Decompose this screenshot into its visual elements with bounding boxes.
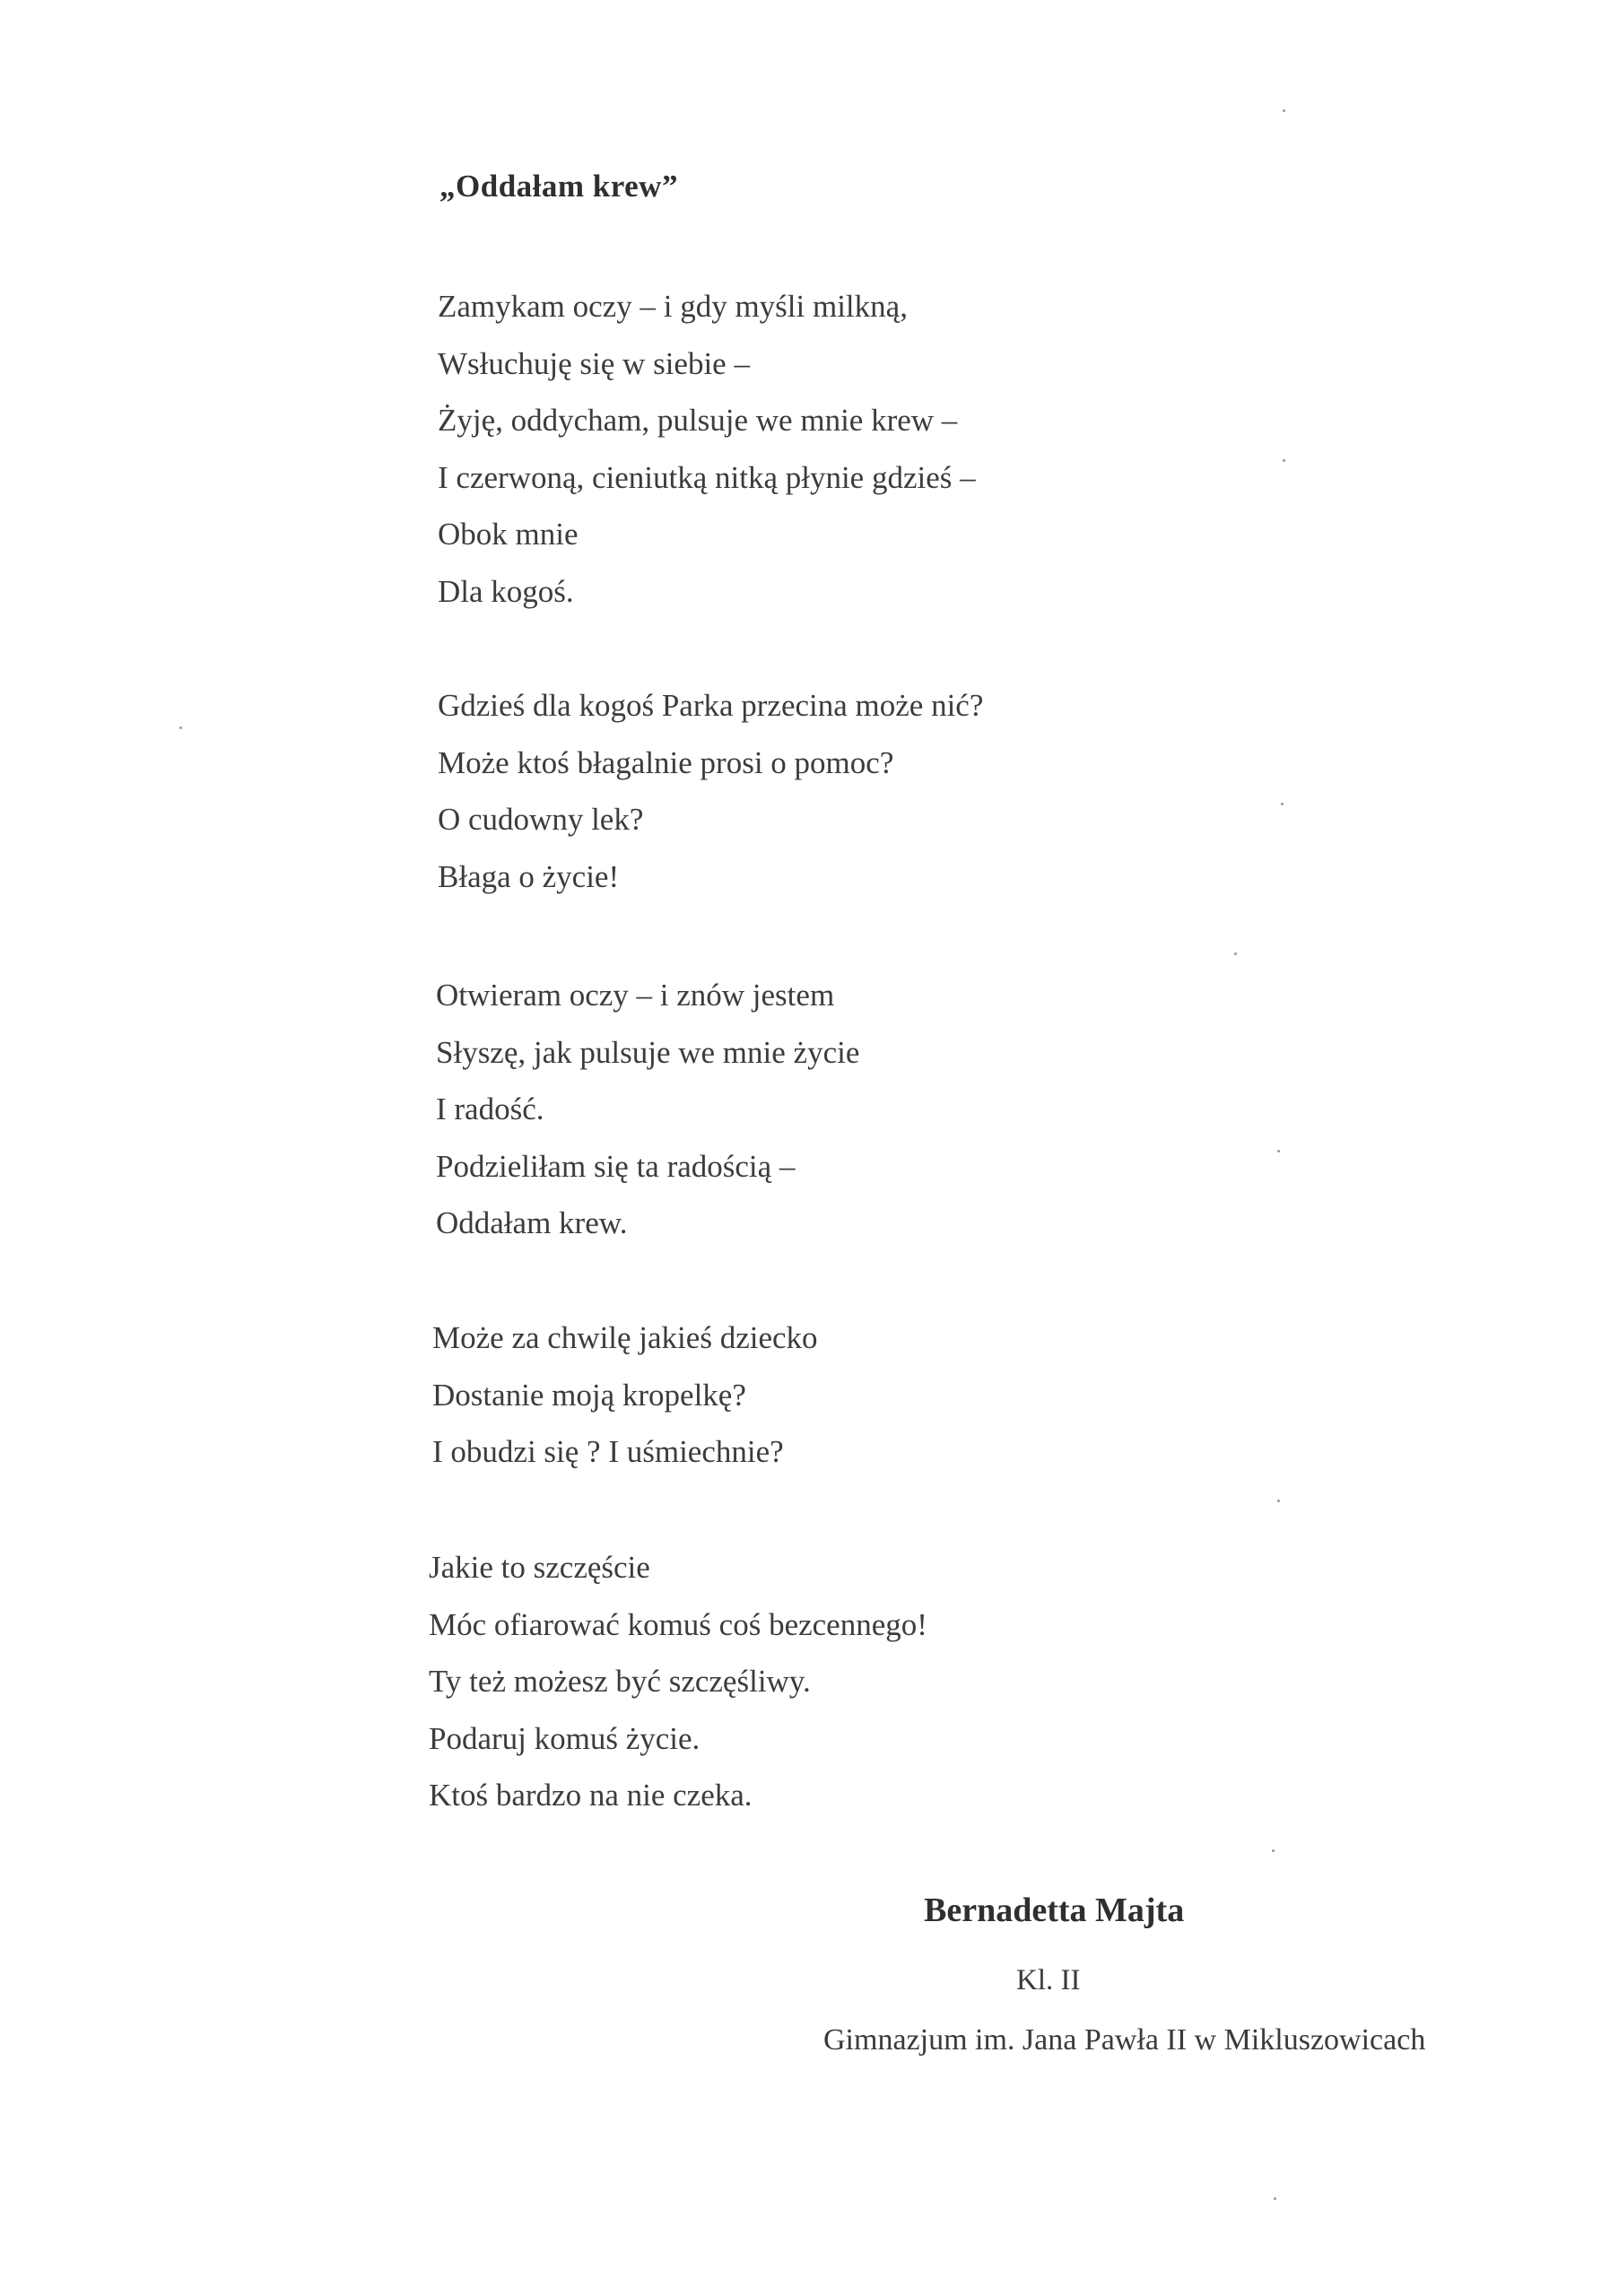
stanza-4 <box>432 1309 818 1481</box>
poem-line: Podaruj komuś życie. <box>429 1720 701 1756</box>
poem-line: Móc ofiarować komuś coś bezcennego! <box>429 1606 927 1642</box>
poem-line: Oddałam krew. <box>436 1205 628 1240</box>
poem-line: Podzieliłam się ta radością – <box>436 1148 796 1184</box>
stanza-3 <box>436 967 859 1252</box>
author-name: Bernadetta Majta <box>924 1892 1185 1929</box>
stanza-2 <box>438 677 983 905</box>
school-name: Gimnazjum im. Jana Pawła II w Mikluszowicach <box>823 2023 1426 2057</box>
poem-line: I obudzi się ? I uśmiechnie? <box>432 1434 784 1469</box>
poem-line: Słyszę, jak pulsuje we mnie życie <box>436 1034 860 1070</box>
scan-speck <box>1283 459 1285 462</box>
stanza-5 <box>429 1539 927 1824</box>
poem-line: I czerwoną, cieniutką nitką płynie gdzieś – <box>438 459 976 495</box>
poem-line: Żyję, oddycham, pulsuje we mnie krew – <box>438 403 958 438</box>
poem-line: Może za chwilę jakieś dziecko <box>432 1320 818 1355</box>
scan-speck <box>179 726 182 729</box>
poem-line: Otwieram oczy – i znów jestem <box>436 978 835 1013</box>
scan-speck <box>1272 1849 1275 1852</box>
poem-line: Może ktoś błagalnie prosi o pomoc? <box>438 744 894 780</box>
poem-line: I radość. <box>436 1091 544 1126</box>
scan-speck <box>1281 803 1284 805</box>
poem-line: Ty też możesz być szczęśliwy. <box>429 1664 811 1699</box>
poem-line: Dla kogoś. <box>438 573 574 609</box>
scan-speck <box>1277 1150 1280 1152</box>
poem-line: Dostanie moją kropelkę? <box>432 1377 746 1413</box>
poem-line: Ktoś bardzo na nie czeka. <box>429 1778 753 1813</box>
poem-line: Gdzieś dla kogoś Parka przecina może nić? <box>438 688 984 723</box>
stanza-1 <box>438 278 976 620</box>
scan-speck <box>1277 1500 1280 1502</box>
scan-speck <box>1283 109 1285 112</box>
scan-speck <box>1274 2197 1276 2200</box>
poem-line: O cudowny lek? <box>438 802 644 837</box>
class-label: Kl. II <box>1016 1964 1081 1996</box>
poem-line: Błaga o życie! <box>438 858 620 894</box>
poem-title: „Oddałam krew” <box>439 169 678 204</box>
poem-line: Wsłuchuję się w siebie – <box>438 345 750 381</box>
poem-line: Zamykam oczy – i gdy myśli milkną, <box>438 289 908 324</box>
scan-speck <box>1234 952 1237 955</box>
poem-line: Obok mnie <box>438 517 579 552</box>
poem-line: Jakie to szczęście <box>429 1550 650 1585</box>
